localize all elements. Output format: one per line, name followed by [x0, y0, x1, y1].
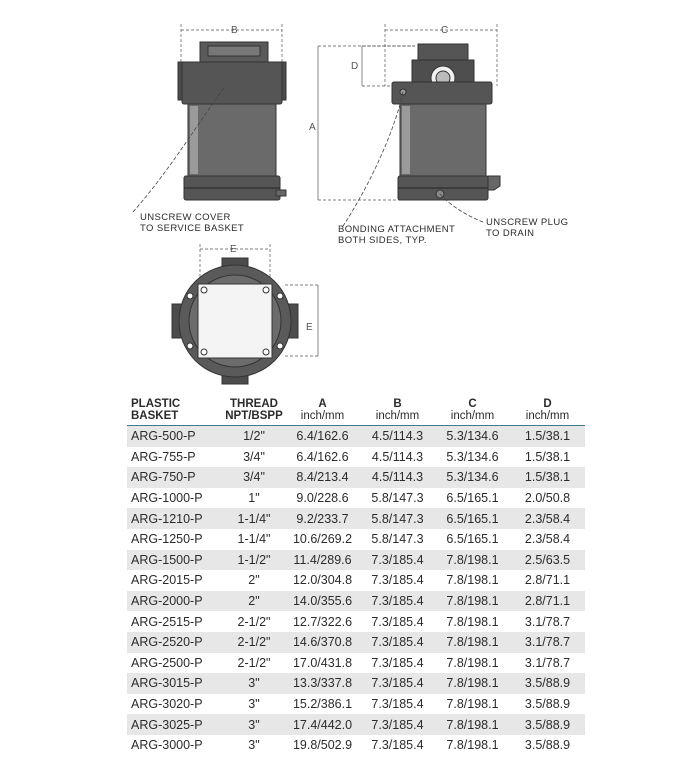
cell-c: 7.8/198.1 [435, 591, 510, 612]
cell-thread: 3" [223, 714, 285, 735]
dim-letter-c: C [441, 25, 449, 36]
cell-model: ARG-2515-P [131, 614, 203, 629]
cell-model: ARG-3025-P [127, 714, 223, 735]
header-d: D inch/mm [510, 398, 585, 426]
table-row [127, 632, 585, 653]
cell-c: 7.8/198.1 [446, 697, 499, 712]
cell-model: ARG-2500-P [131, 655, 203, 670]
table-row [127, 488, 585, 509]
cell-c: 6.5/165.1 [446, 532, 499, 547]
cell-c: 7.8/198.1 [446, 614, 499, 629]
top-view-drawing [172, 244, 318, 384]
cell-a: 17.0/431.8 [292, 655, 353, 670]
table-row [127, 714, 585, 735]
cell-b: 7.3/185.4 [360, 673, 435, 694]
cell-thread: 3" [248, 738, 260, 753]
cell-b: 7.3/185.4 [360, 714, 435, 735]
table-row [127, 653, 585, 674]
cell-model: ARG-1250-P [131, 532, 203, 547]
table-row [127, 467, 585, 488]
table-row [127, 508, 585, 529]
cell-d: 2.3/58.4 [510, 508, 585, 529]
cell-model: ARG-500-P [127, 426, 223, 447]
table-header-row [127, 398, 585, 426]
cell-b: 7.3/185.4 [360, 550, 435, 571]
dim-letter-d: D [351, 61, 359, 72]
cell-c: 7.8/198.1 [446, 655, 499, 670]
cell-thread: 2" [223, 591, 285, 612]
header-b: B inch/mm [360, 398, 435, 426]
cell-model: ARG-750-P [127, 467, 223, 488]
table-row [127, 735, 585, 756]
table-row [127, 611, 585, 632]
cell-model: ARG-2520-P [127, 632, 223, 653]
table-body [127, 426, 585, 756]
cell-model: ARG-1210-P [127, 508, 223, 529]
cell-thread: 1/2" [223, 426, 285, 447]
cell-model: ARG-755-P [131, 449, 196, 464]
cell-thread: 1-1/2" [223, 550, 285, 571]
table-row [127, 426, 585, 447]
header-c: C inch/mm [435, 398, 510, 426]
cell-a: 13.3/337.8 [285, 673, 360, 694]
callout-unscrew-plug [486, 217, 568, 239]
spec-table [127, 398, 585, 756]
cell-model: ARG-2000-P [127, 591, 223, 612]
cell-model: ARG-3000-P [131, 738, 203, 753]
cell-a: 14.6/370.8 [285, 632, 360, 653]
cell-thread: 1-1/4" [237, 532, 271, 547]
cell-b: 7.3/185.4 [371, 738, 424, 753]
table-row [127, 570, 585, 591]
cell-d: 3.5/88.9 [510, 673, 585, 694]
cell-a: 15.2/386.1 [292, 697, 353, 712]
header-a: A inch/mm [285, 398, 360, 426]
cell-thread: 1-1/4" [223, 508, 285, 529]
callout-unscrew-cover [140, 212, 244, 234]
table-row [127, 591, 585, 612]
callout-bonding-attachment [338, 224, 455, 246]
table-row [127, 673, 585, 694]
cell-thread: 2-1/2" [237, 655, 271, 670]
cell-a: 14.0/355.6 [285, 591, 360, 612]
cell-c: 5.3/134.6 [446, 449, 499, 464]
cell-model: ARG-3015-P [127, 673, 223, 694]
cell-a: 12.0/304.8 [292, 573, 353, 588]
cell-b: 7.3/185.4 [360, 591, 435, 612]
cell-thread: 3" [223, 673, 285, 694]
header-d-unit: inch/mm [525, 410, 570, 422]
cell-d: 3.5/88.9 [524, 738, 571, 753]
cell-c: 7.8/198.1 [435, 714, 510, 735]
cell-b: 7.3/185.4 [360, 632, 435, 653]
dim-letter-a: A [309, 122, 316, 133]
cell-thread: 3/4" [223, 467, 285, 488]
front-view-drawing [133, 24, 286, 212]
cell-c: 7.8/198.1 [435, 632, 510, 653]
table-row [127, 550, 585, 571]
cell-d: 2.8/71.1 [524, 573, 571, 588]
cell-c: 7.8/198.1 [435, 550, 510, 571]
callout-unscrew-cover-line2: TO SERVICE BASKET [140, 223, 245, 234]
cell-b: 5.8/147.3 [371, 532, 424, 547]
side-view-drawing [318, 24, 500, 226]
table-row [127, 694, 585, 715]
table-row [127, 529, 585, 550]
cell-a: 19.8/502.9 [292, 738, 353, 753]
cell-model: ARG-1000-P [131, 491, 203, 506]
cell-thread: 3/4" [243, 449, 265, 464]
cell-b: 7.3/185.4 [371, 697, 424, 712]
cell-c: 7.8/198.1 [446, 738, 499, 753]
header-plastic-basket: PLASTIC BASKET [127, 398, 223, 426]
dim-letter-e-side: E [306, 322, 313, 333]
cell-b: 7.3/185.4 [371, 573, 424, 588]
cell-a: 9.0/228.6 [296, 491, 349, 506]
cell-model: ARG-2015-P [131, 573, 203, 588]
cell-thread: 3" [248, 697, 260, 712]
cell-b: 4.5/114.3 [360, 467, 435, 488]
cell-d: 3.1/78.7 [524, 655, 571, 670]
cell-a: 10.6/269.2 [292, 532, 353, 547]
cell-d: 1.5/38.1 [510, 467, 585, 488]
cell-d: 3.1/78.7 [524, 614, 571, 629]
cell-d: 2.3/58.4 [524, 532, 571, 547]
cell-a: 11.4/289.6 [285, 550, 360, 571]
cell-c: 7.8/198.1 [435, 673, 510, 694]
cell-d: 3.5/88.9 [524, 697, 571, 712]
dim-letter-e-top: E [230, 244, 237, 255]
cell-thread: 2-1/2" [223, 632, 285, 653]
cell-thread: 2" [248, 573, 260, 588]
cell-d: 1.5/38.1 [510, 426, 585, 447]
cell-b: 7.3/185.4 [371, 655, 424, 670]
cell-c: 5.3/134.6 [435, 467, 510, 488]
cell-b: 7.3/185.4 [371, 614, 424, 629]
cell-d: 2.8/71.1 [510, 591, 585, 612]
cell-a: 8.4/213.4 [285, 467, 360, 488]
cell-a: 17.4/442.0 [285, 714, 360, 735]
cell-a: 6.4/162.6 [285, 426, 360, 447]
cell-a: 6.4/162.6 [296, 449, 349, 464]
callout-bonding-line1: BONDING ATTACHMENT [338, 224, 456, 235]
cell-b: 4.5/114.3 [360, 426, 435, 447]
header-a-unit: inch/mm [300, 410, 345, 422]
cell-thread: 1" [248, 491, 260, 506]
table-row [127, 447, 585, 468]
cell-a: 9.2/233.7 [285, 508, 360, 529]
cell-c: 6.5/165.1 [446, 491, 499, 506]
cell-c: 6.5/165.1 [435, 508, 510, 529]
cell-d: 3.5/88.9 [510, 714, 585, 735]
header-thread: THREAD NPT/BSPP [223, 398, 285, 426]
cell-a: 12.7/322.6 [292, 614, 353, 629]
cell-d: 2.5/63.5 [510, 550, 585, 571]
header-c-unit: inch/mm [450, 410, 495, 422]
cell-thread: 2-1/2" [237, 614, 271, 629]
cell-model: ARG-3020-P [131, 697, 203, 712]
cell-c: 7.8/198.1 [446, 573, 499, 588]
dim-letter-b: B [231, 25, 238, 36]
cell-model: ARG-1500-P [127, 550, 223, 571]
cell-d: 1.5/38.1 [524, 449, 571, 464]
cell-b: 4.5/114.3 [371, 449, 424, 464]
cell-c: 5.3/134.6 [435, 426, 510, 447]
cell-d: 3.1/78.7 [510, 632, 585, 653]
cell-b: 5.8/147.3 [360, 508, 435, 529]
cell-d: 2.0/50.8 [524, 491, 571, 506]
callout-unscrew-plug-line2: TO DRAIN [486, 228, 535, 239]
callout-unscrew-plug-line1: UNSCREW PLUG [486, 217, 569, 228]
cell-b: 5.8/147.3 [371, 491, 424, 506]
callout-bonding-line2: BOTH SIDES, TYP. [338, 235, 427, 246]
header-b-unit: inch/mm [375, 410, 420, 422]
callout-unscrew-cover-line1: UNSCREW COVER [140, 212, 231, 223]
